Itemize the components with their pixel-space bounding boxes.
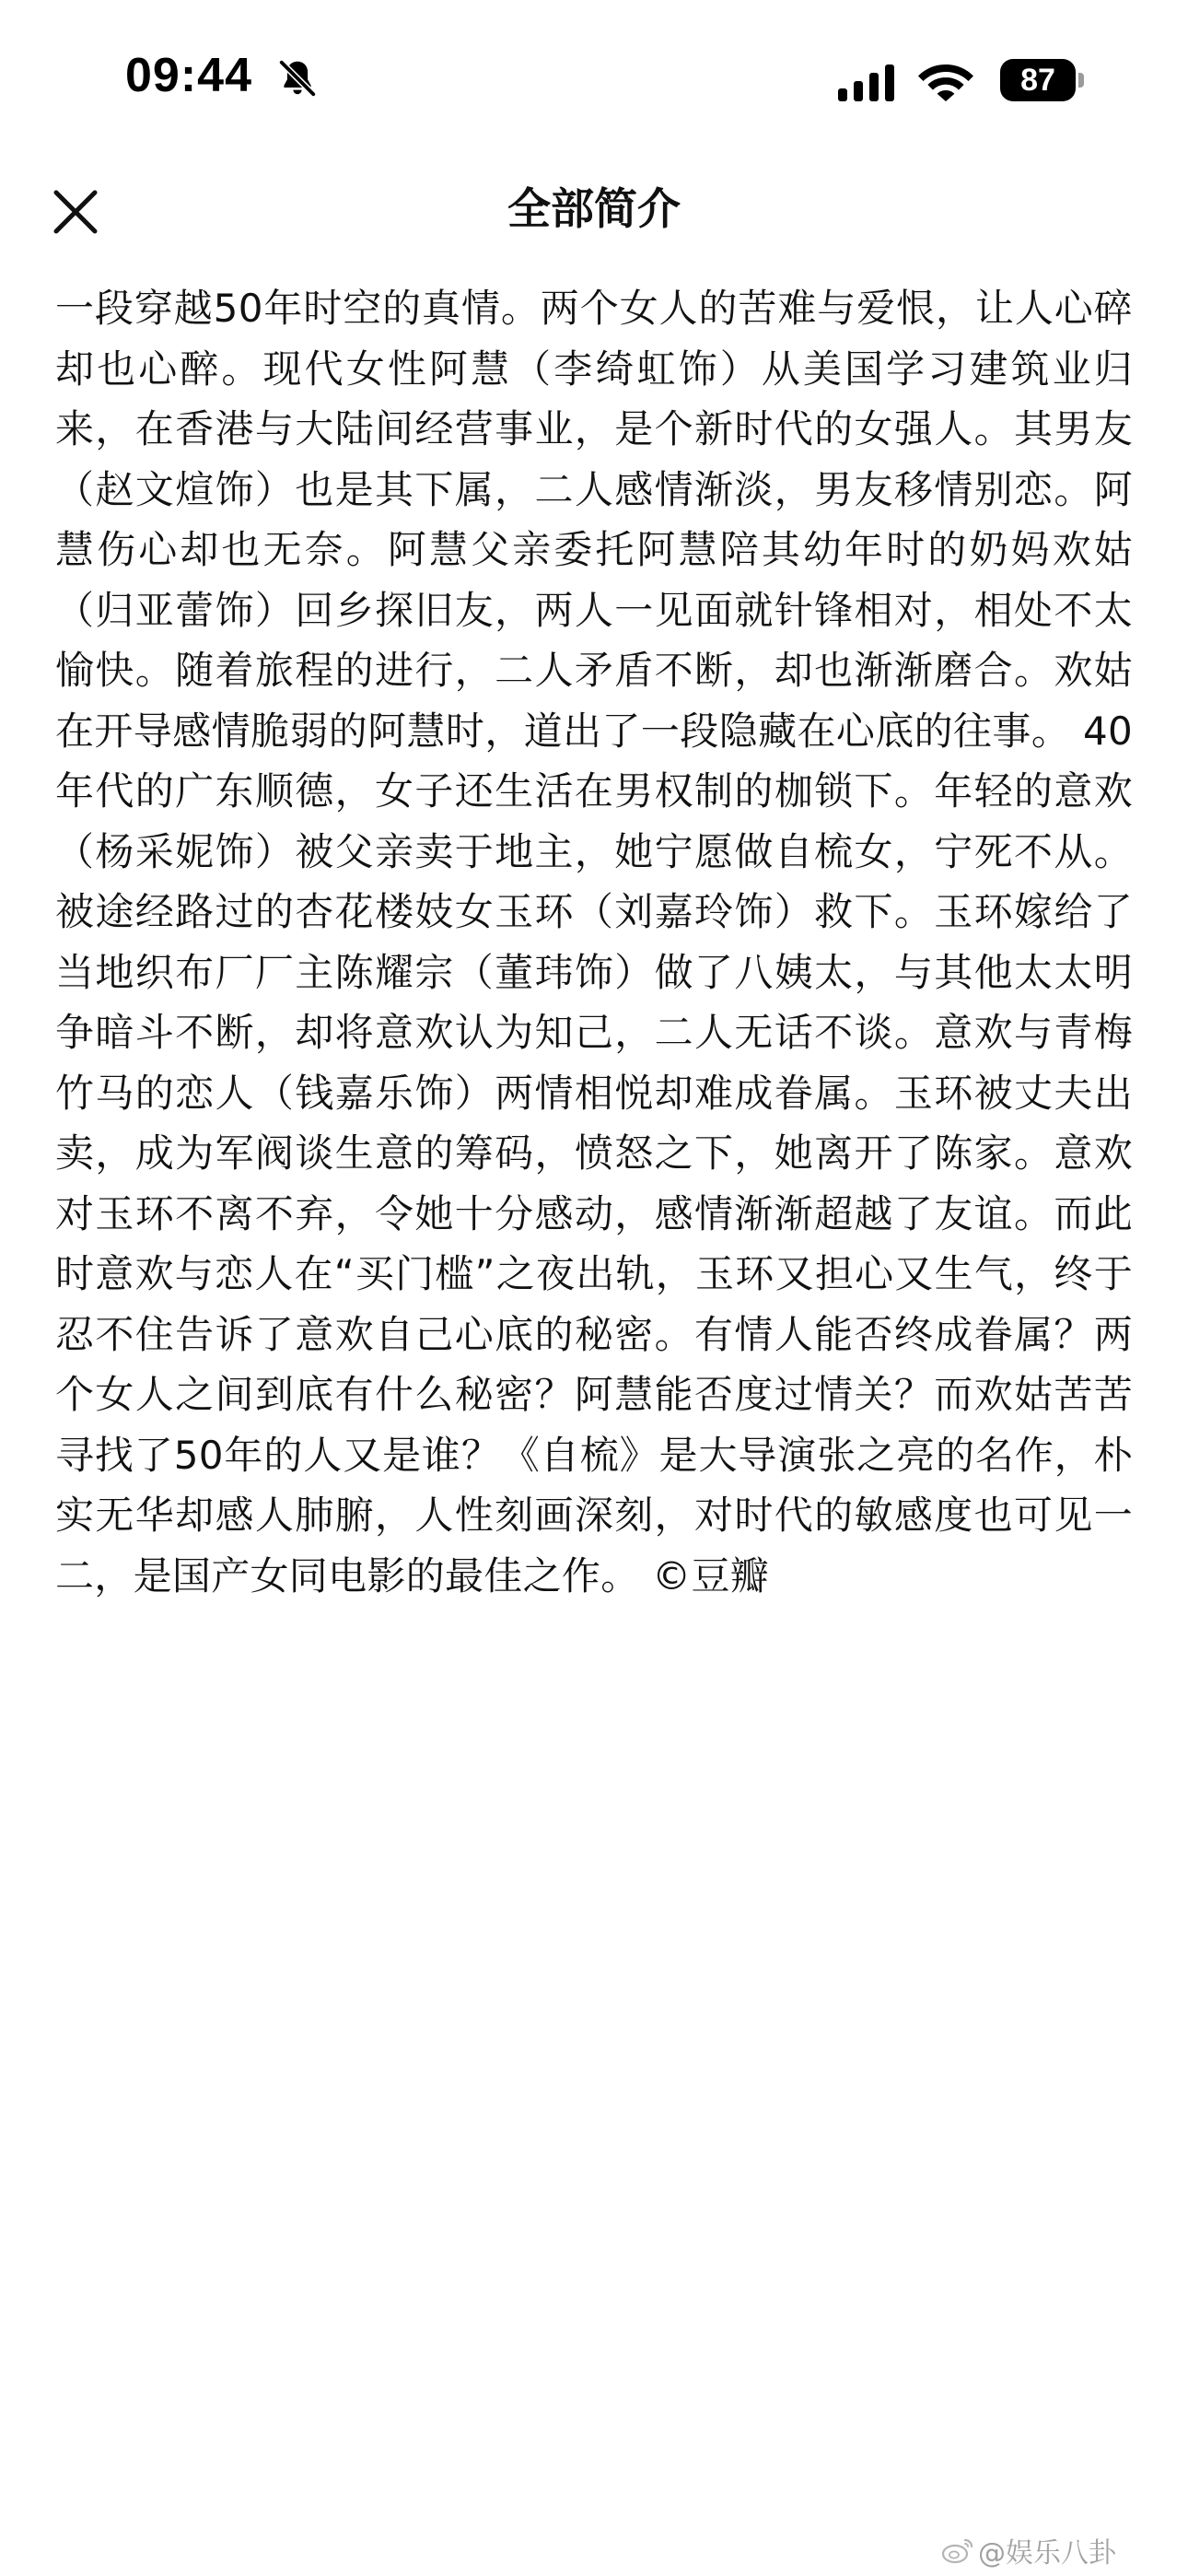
status-time: 09:44: [125, 49, 252, 102]
watermark: [941, 2532, 1116, 2569]
bell-off-icon: [276, 57, 319, 100]
battery-icon: [1000, 59, 1085, 101]
synopsis-section: [55, 278, 1133, 1606]
battery-level: 87: [1000, 59, 1076, 101]
page-title: 全部简介: [507, 184, 681, 235]
header: [0, 157, 1188, 267]
weibo-logo-icon: [941, 2536, 974, 2564]
synopsis-text: 一段穿越50年时空的真情。两个女人的苦难与爱恨，让人心碎却也心醉。现代女性阿慧（李绮虹饰）从美国学习建筑业归来，在香港与大陆间经营事业，是个新时代的女强人。其男友（赵文煊饰）也是其下属，二人感情渐淡，男友移情别恋。阿慧伤心却也无奈。阿慧父亲委托阿慧陪其幼年时的奶妈欢姑（归亚蕾饰）回乡探旧友，两人一见面就针锋相对，相处不太愉快。随着旅程的进行，二人矛盾不断，却也渐渐磨合。欢姑在开导感情脆弱的阿慧时，道出了一段隐藏在心底的往事。 40年代的广东顺德，女子还生活在男权制的枷锁下。年轻的意欢（杨采妮饰）被父亲卖于地主，她宁愿做自梳女，宁死不从。被途经路过的杏花楼妓女玉环（刘嘉玲饰）救下。玉环嫁给了当地织布厂厂主陈耀宗（董玮饰）做了八姨太，与其他太太明争暗斗不断，却将意欢认为知己，二人无话不谈。意欢与青梅竹马的恋人（钱嘉乐饰）两情相悦却难成眷属。玉环被丈夫出卖，成为军阀谈生意的筹码，愤怒之下，她离开了陈家。意欢对玉环不离不弃，令她十分感动，感情渐渐超越了友谊。而此时意欢与恋人在“买门槛”之夜出轨，玉环又担心又生气，终于忍不住告诉了意欢自己心底的秘密。有情人能否终成眷属？两个女人之间到底有什么秘密？阿慧能否度过情关？而欢姑苦苦寻找了50年的人又是谁？《自梳》是大导演张之亮的名作，朴实无华却感人肺腑，人性刻画深刻，对时代的敏感度也可见一二，是国产女同电影的最佳之作。 ©豆瓣: [55, 286, 1133, 1598]
battery-cap: [1078, 73, 1084, 88]
wifi-icon: [917, 59, 974, 101]
status-bar: [0, 0, 1188, 157]
watermark-text: @娱乐八卦: [978, 2537, 1116, 2570]
signal-icon: [838, 64, 895, 101]
